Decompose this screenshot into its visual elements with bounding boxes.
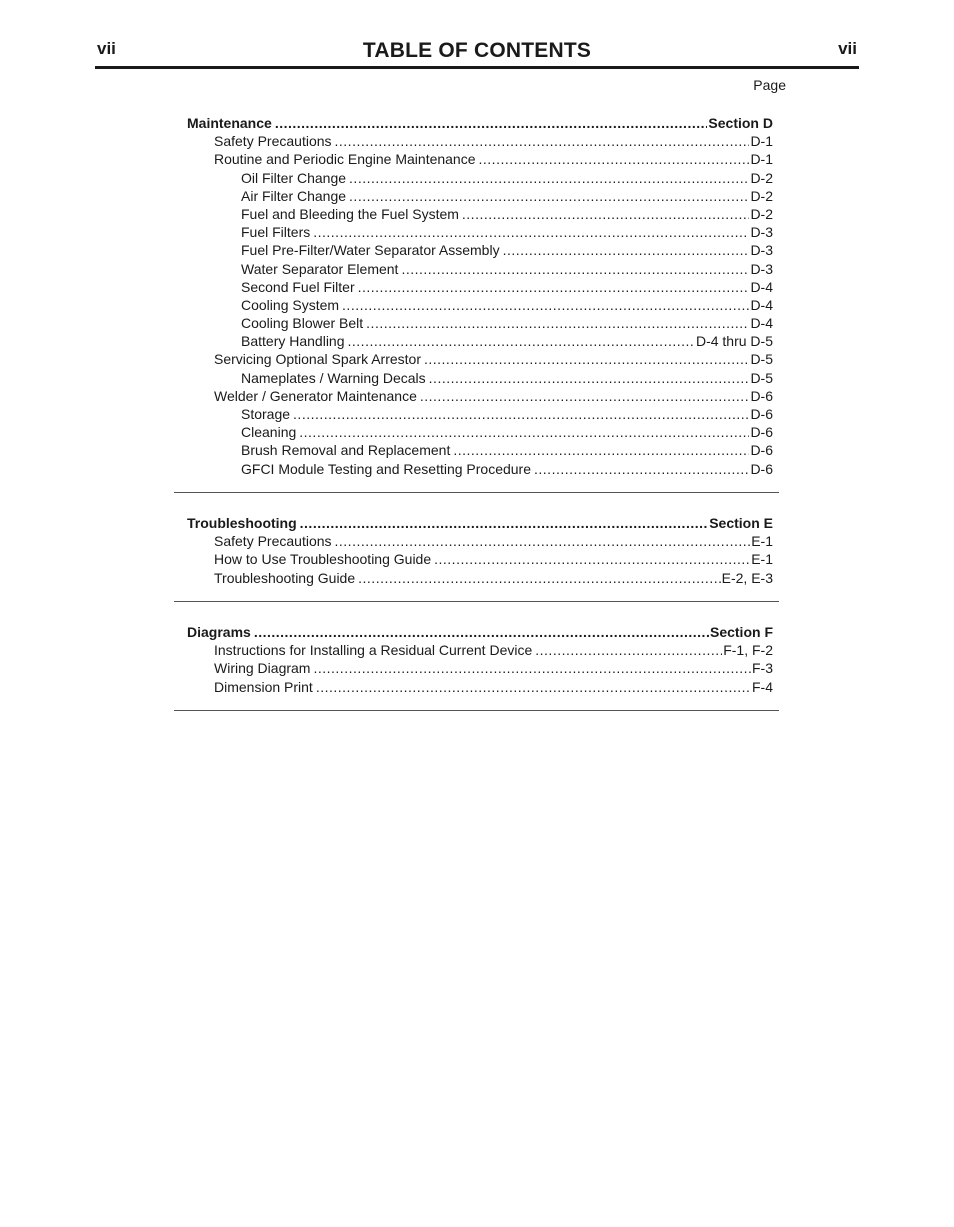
- toc-entry-title: Brush Removal and Replacement: [241, 442, 451, 459]
- toc-entry: [187, 332, 773, 350]
- dot-leader: [349, 169, 749, 187]
- dot-leader: [503, 241, 750, 259]
- page-title: TABLE OF CONTENTS: [362, 39, 592, 62]
- toc-entry-page: D-4: [750, 315, 773, 332]
- dot-leader: [335, 132, 750, 150]
- toc-entry-page: E-1: [751, 533, 773, 550]
- toc-entry-page: D-5: [750, 369, 773, 386]
- toc-entry: [187, 550, 773, 568]
- toc-entry: [187, 223, 773, 241]
- toc-entry: [187, 405, 773, 423]
- toc-entry-page: D-6: [750, 387, 773, 404]
- toc-entry-title: Maintenance: [187, 115, 272, 131]
- toc-entry-page: D-3: [750, 260, 773, 277]
- toc-entry: [187, 260, 773, 278]
- toc-entry-page: F-1, F-2: [723, 642, 773, 659]
- toc-entry-title: Second Fuel Filter: [241, 278, 355, 295]
- dot-leader: [462, 205, 750, 223]
- toc-entry-title: Instructions for Installing a Residual Current Device: [214, 642, 533, 659]
- toc-entry: [187, 169, 773, 187]
- dot-leader: [313, 659, 751, 677]
- toc-entry-page: D-4 thru D-5: [695, 333, 773, 350]
- toc-entry-page: D-4: [750, 278, 773, 295]
- toc-entry-page: D-2: [750, 169, 773, 186]
- toc-entry-title: Cooling System: [241, 296, 340, 313]
- toc-entry: [187, 132, 773, 150]
- toc-entry: [187, 460, 773, 478]
- dot-leader: [429, 369, 750, 387]
- dot-leader: [316, 678, 751, 696]
- toc-entry-title: Routine and Periodic Engine Maintenance: [214, 151, 476, 168]
- toc-entry-page: D-3: [750, 224, 773, 241]
- toc-entry-title: Water Separator Element: [241, 260, 399, 277]
- toc-entry-title: Fuel Filters: [241, 224, 311, 241]
- toc-entry: [187, 150, 773, 168]
- toc-section-heading: [187, 623, 773, 641]
- dot-leader: [358, 278, 750, 296]
- toc-entry-page: D-3: [750, 242, 773, 259]
- dot-leader: [313, 223, 749, 241]
- toc-section-heading: [187, 114, 773, 132]
- toc-entry: [187, 350, 773, 368]
- toc-entry: [187, 241, 773, 259]
- toc-entry-page: F-4: [752, 678, 773, 695]
- toc-section-maintenance: [187, 114, 773, 478]
- toc-entry: [187, 314, 773, 332]
- toc-entry: [187, 659, 773, 677]
- toc-entry-title: Welder / Generator Maintenance: [214, 387, 417, 404]
- toc-entry-page: Section F: [709, 624, 773, 640]
- dot-leader: [335, 532, 751, 550]
- toc-entry-title: GFCI Module Testing and Resetting Procedure: [241, 460, 532, 477]
- toc-section-diagrams: [187, 623, 773, 696]
- toc-entry: [187, 423, 773, 441]
- dot-leader: [358, 569, 721, 587]
- toc-entry-title: Safety Precautions: [214, 533, 332, 550]
- section-divider: [174, 601, 779, 602]
- toc-entry: [187, 678, 773, 696]
- dot-leader: [401, 260, 749, 278]
- toc-section-heading: [187, 514, 773, 532]
- dot-leader: [366, 314, 749, 332]
- toc-entry-title: Fuel Pre-Filter/Water Separator Assembly: [241, 242, 500, 259]
- toc-entry-page: D-6: [750, 442, 773, 459]
- toc-entry: [187, 641, 773, 659]
- dot-leader: [300, 514, 709, 532]
- toc-entry-page: Section E: [709, 515, 773, 531]
- header-rule: [95, 66, 859, 69]
- dot-leader: [424, 350, 749, 368]
- toc-entry: [187, 387, 773, 405]
- toc-entry-page: D-4: [750, 296, 773, 313]
- dot-leader: [254, 623, 709, 641]
- toc-entry: [187, 441, 773, 459]
- toc-entry-page: D-2: [750, 187, 773, 204]
- dot-leader: [434, 550, 750, 568]
- toc-entry-title: Wiring Diagram: [214, 660, 311, 677]
- toc-entry-title: Battery Handling: [241, 333, 345, 350]
- toc-entry-title: Diagrams: [187, 624, 251, 640]
- toc-entry-page: D-6: [750, 406, 773, 422]
- toc-entry-title: Servicing Optional Spark Arrestor: [214, 351, 421, 368]
- dot-leader: [479, 150, 750, 168]
- toc-section-troubleshooting: [187, 514, 773, 587]
- toc-entry-page: D-1: [750, 133, 773, 150]
- dot-leader: [535, 641, 722, 659]
- toc-entry-title: Storage: [241, 406, 291, 422]
- dot-leader: [534, 460, 749, 478]
- dot-leader: [348, 332, 695, 350]
- dot-leader: [293, 405, 749, 423]
- toc-entry-page: D-6: [750, 424, 773, 441]
- page-number-right: vii: [838, 39, 857, 58]
- toc-entry-title: How to Use Troubleshooting Guide: [214, 551, 432, 568]
- dot-leader: [349, 187, 749, 205]
- toc-entry: [187, 205, 773, 223]
- toc-entry: [187, 369, 773, 387]
- toc-entry: [187, 532, 773, 550]
- toc-entry-page: D-2: [750, 205, 773, 222]
- section-divider: [174, 710, 779, 711]
- toc-entry-title: Cleaning: [241, 424, 297, 441]
- toc-entry-title: Dimension Print: [214, 678, 313, 695]
- dot-leader: [342, 296, 749, 314]
- toc-entry-title: Nameplates / Warning Decals: [241, 369, 426, 386]
- toc-entry-page: E-2, E-3: [721, 569, 773, 586]
- page-number-left: vii: [97, 39, 116, 58]
- toc-entry: [187, 187, 773, 205]
- toc-entry: [187, 296, 773, 314]
- toc-entry-page: D-6: [750, 460, 773, 477]
- toc-entry-title: Cooling Blower Belt: [241, 315, 364, 332]
- dot-leader: [299, 423, 749, 441]
- dot-leader: [420, 387, 750, 405]
- toc-entry-title: Air Filter Change: [241, 187, 347, 204]
- toc-entry-page: E-1: [751, 551, 773, 568]
- toc-entry-page: F-3: [752, 660, 773, 677]
- page-column-label: Page: [753, 77, 786, 93]
- toc-entry-title: Troubleshooting: [187, 515, 297, 531]
- toc-entry: [187, 278, 773, 296]
- toc-entry-title: Oil Filter Change: [241, 169, 347, 186]
- section-divider: [174, 492, 779, 493]
- toc-entry-title: Safety Precautions: [214, 133, 332, 150]
- toc-entry-title: Troubleshooting Guide: [214, 569, 356, 586]
- toc-entry-title: Fuel and Bleeding the Fuel System: [241, 205, 459, 222]
- dot-leader: [275, 114, 708, 132]
- toc-entry-page: Section D: [708, 115, 773, 131]
- toc-entry-page: D-1: [750, 151, 773, 168]
- toc-entry-page: D-5: [750, 351, 773, 368]
- toc-entry: [187, 569, 773, 587]
- dot-leader: [453, 441, 749, 459]
